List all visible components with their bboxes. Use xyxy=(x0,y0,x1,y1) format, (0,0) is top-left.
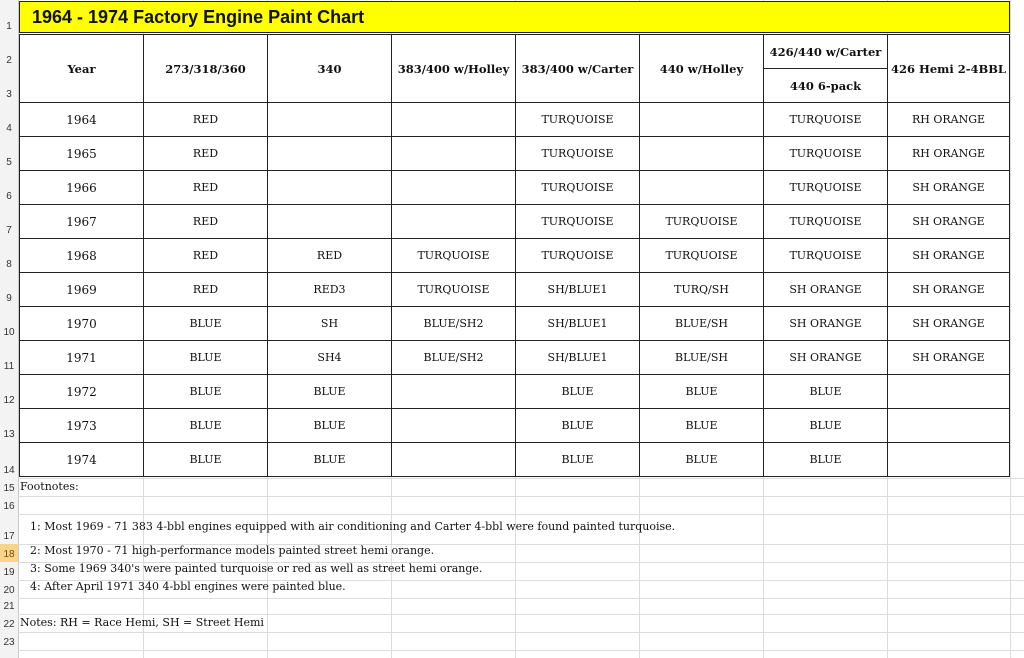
paint-cell-273-318-360[interactable]: RED xyxy=(144,205,268,239)
row-number[interactable]: 20 xyxy=(3,585,15,596)
paint-chart-table xyxy=(19,34,1010,477)
paint-cell-383-400-holley[interactable] xyxy=(392,205,516,239)
header-383-400-holley[interactable]: 383/400 w/Holley xyxy=(392,35,516,103)
paint-cell-426-440-carter[interactable]: SH ORANGE xyxy=(764,307,888,341)
row-number[interactable]: 22 xyxy=(3,619,15,630)
paint-cell-273-318-360[interactable]: RED xyxy=(144,103,268,137)
paint-cell-273-318-360[interactable]: RED xyxy=(144,137,268,171)
paint-cell-426-hemi[interactable] xyxy=(888,443,1010,477)
paint-cell-426-hemi[interactable]: SH ORANGE xyxy=(888,273,1010,307)
paint-cell-440-holley[interactable]: BLUE xyxy=(640,375,764,409)
paint-cell-383-400-holley[interactable] xyxy=(392,137,516,171)
paint-cell-273-318-360[interactable]: BLUE xyxy=(144,341,268,375)
year-cell[interactable]: 1974 xyxy=(20,443,144,477)
row-number[interactable]: 13 xyxy=(3,429,15,440)
row-number[interactable]: 2 xyxy=(6,55,12,66)
paint-cell-383-400-holley[interactable]: BLUE/SH2 xyxy=(392,307,516,341)
paint-cell-383-400-carter[interactable]: BLUE xyxy=(516,409,640,443)
paint-cell-440-holley[interactable]: TURQUOISE xyxy=(640,205,764,239)
row-number[interactable]: 5 xyxy=(6,157,12,168)
paint-cell-426-hemi[interactable]: SH ORANGE xyxy=(888,341,1010,375)
paint-cell-426-hemi[interactable]: RH ORANGE xyxy=(888,103,1010,137)
paint-cell-426-440-carter[interactable]: BLUE xyxy=(764,443,888,477)
paint-cell-383-400-carter[interactable]: TURQUOISE xyxy=(516,171,640,205)
year-cell[interactable]: 1965 xyxy=(20,137,144,171)
paint-cell-426-440-carter[interactable]: BLUE xyxy=(764,409,888,443)
paint-cell-340[interactable] xyxy=(268,137,392,171)
paint-cell-426-hemi[interactable] xyxy=(888,375,1010,409)
paint-cell-383-400-carter[interactable]: TURQUOISE xyxy=(516,137,640,171)
gridline xyxy=(18,598,1024,599)
paint-cell-383-400-holley[interactable] xyxy=(392,443,516,477)
paint-cell-426-440-carter[interactable]: SH ORANGE xyxy=(764,341,888,375)
gridline xyxy=(18,632,1024,633)
row-number[interactable]: 14 xyxy=(3,465,15,476)
paint-cell-340[interactable]: SH xyxy=(268,307,392,341)
paint-cell-426-440-carter[interactable]: TURQUOISE xyxy=(764,205,888,239)
paint-cell-426-hemi[interactable]: SH ORANGE xyxy=(888,239,1010,273)
footnotes-label[interactable]: Footnotes: xyxy=(20,480,79,493)
footnote-1[interactable]: 1: Most 1969 - 71 383 4-bbl engines equipped with air conditioning and Carter 4-bbl were found painted turquoise. xyxy=(30,520,676,533)
paint-cell-426-440-carter[interactable]: TURQUOISE xyxy=(764,239,888,273)
paint-cell-440-holley[interactable]: TURQUOISE xyxy=(640,239,764,273)
year-cell[interactable]: 1968 xyxy=(20,239,144,273)
paint-cell-383-400-holley[interactable]: TURQUOISE xyxy=(392,239,516,273)
row-number[interactable]: 7 xyxy=(6,225,12,236)
header-426-440-carter[interactable]: 426/440 w/Carter xyxy=(764,35,888,69)
paint-cell-426-hemi[interactable]: SH ORANGE xyxy=(888,205,1010,239)
row-number-gutter xyxy=(0,0,19,658)
paint-cell-383-400-carter[interactable]: TURQUOISE xyxy=(516,103,640,137)
footnote-2[interactable]: 2: Most 1970 - 71 high-performance models painted street hemi orange. xyxy=(30,544,435,557)
paint-cell-426-hemi[interactable]: RH ORANGE xyxy=(888,137,1010,171)
row-number[interactable]: 3 xyxy=(6,89,12,100)
gridline xyxy=(18,614,1024,615)
paint-cell-383-400-carter[interactable]: BLUE xyxy=(516,443,640,477)
paint-cell-440-holley[interactable]: BLUE xyxy=(640,409,764,443)
header-440-holley[interactable]: 440 w/Holley xyxy=(640,35,764,103)
paint-cell-273-318-360[interactable]: RED xyxy=(144,171,268,205)
paint-cell-426-440-carter[interactable]: TURQUOISE xyxy=(764,137,888,171)
paint-cell-426-440-carter[interactable]: TURQUOISE xyxy=(764,103,888,137)
paint-cell-426-440-carter[interactable]: SH ORANGE xyxy=(764,273,888,307)
year-cell[interactable]: 1969 xyxy=(20,273,144,307)
paint-cell-383-400-carter[interactable]: BLUE xyxy=(516,375,640,409)
gridline xyxy=(18,514,1024,515)
gridline xyxy=(1010,0,1011,658)
row-number[interactable]: 11 xyxy=(3,361,15,372)
gridline xyxy=(18,478,1024,479)
paint-cell-273-318-360[interactable]: BLUE xyxy=(144,443,268,477)
paint-cell-440-holley[interactable]: TURQ/SH xyxy=(640,273,764,307)
row-number[interactable]: 18 xyxy=(0,544,18,562)
paint-cell-383-400-holley[interactable] xyxy=(392,103,516,137)
row-number[interactable]: 15 xyxy=(3,483,15,494)
notes-legend[interactable]: Notes: RH = Race Hemi, SH = Street Hemi xyxy=(20,616,264,629)
header-year[interactable]: Year xyxy=(20,35,144,103)
row-number[interactable]: 10 xyxy=(3,327,15,338)
header-273-318-360[interactable]: 273/318/360 xyxy=(144,35,268,103)
year-cell[interactable]: 1972 xyxy=(20,375,144,409)
paint-cell-426-hemi[interactable] xyxy=(888,409,1010,443)
paint-cell-383-400-carter[interactable]: SH/BLUE1 xyxy=(516,273,640,307)
year-cell[interactable]: 1971 xyxy=(20,341,144,375)
paint-cell-383-400-holley[interactable]: TURQUOISE xyxy=(392,273,516,307)
paint-cell-340[interactable] xyxy=(268,103,392,137)
paint-cell-426-440-carter[interactable]: TURQUOISE xyxy=(764,171,888,205)
gridline xyxy=(18,496,1024,497)
row-number[interactable]: 9 xyxy=(6,293,12,304)
paint-cell-383-400-carter[interactable]: TURQUOISE xyxy=(516,205,640,239)
paint-cell-340[interactable]: RED xyxy=(268,239,392,273)
paint-cell-383-400-carter[interactable]: SH/BLUE1 xyxy=(516,341,640,375)
year-cell[interactable]: 1966 xyxy=(20,171,144,205)
table-row xyxy=(20,307,1010,341)
paint-cell-383-400-carter[interactable]: SH/BLUE1 xyxy=(516,307,640,341)
paint-cell-383-400-holley[interactable] xyxy=(392,409,516,443)
table-row xyxy=(20,443,1010,477)
row-number[interactable]: 16 xyxy=(3,501,15,512)
paint-cell-340[interactable]: BLUE xyxy=(268,409,392,443)
year-cell[interactable]: 1970 xyxy=(20,307,144,341)
row-number[interactable]: 17 xyxy=(3,531,15,542)
paint-cell-340[interactable]: RED3 xyxy=(268,273,392,307)
row-number[interactable]: 8 xyxy=(6,259,12,270)
paint-cell-440-holley[interactable] xyxy=(640,103,764,137)
row-number[interactable]: 6 xyxy=(6,191,12,202)
table-row xyxy=(20,137,1010,171)
table-row xyxy=(20,205,1010,239)
paint-cell-440-holley[interactable]: BLUE xyxy=(640,443,764,477)
paint-cell-383-400-holley[interactable]: BLUE/SH2 xyxy=(392,341,516,375)
gridline xyxy=(18,650,1024,651)
header-440-6-pack[interactable]: 440 6-pack xyxy=(764,69,888,103)
paint-cell-340[interactable]: BLUE xyxy=(268,375,392,409)
paint-cell-426-hemi[interactable]: SH ORANGE xyxy=(888,171,1010,205)
table-row xyxy=(20,341,1010,375)
chart-title[interactable]: 1964 - 1974 Factory Engine Paint Chart xyxy=(19,1,1010,33)
table-row xyxy=(20,103,1010,137)
table-row xyxy=(20,171,1010,205)
paint-cell-440-holley[interactable]: BLUE/SH xyxy=(640,307,764,341)
paint-cell-440-holley[interactable] xyxy=(640,137,764,171)
paint-cell-383-400-holley[interactable] xyxy=(392,375,516,409)
table-row xyxy=(20,409,1010,443)
footnote-3[interactable]: 3: Some 1969 340's were painted turquoise or red as well as street hemi orange. xyxy=(30,562,483,575)
year-cell[interactable]: 1967 xyxy=(20,205,144,239)
paint-cell-426-440-carter[interactable]: BLUE xyxy=(764,375,888,409)
paint-cell-340[interactable] xyxy=(268,205,392,239)
paint-cell-273-318-360[interactable]: RED xyxy=(144,239,268,273)
header-426-hemi[interactable]: 426 Hemi 2-4BBL xyxy=(888,35,1010,103)
paint-cell-340[interactable] xyxy=(268,171,392,205)
paint-cell-340[interactable]: BLUE xyxy=(268,443,392,477)
paint-cell-383-400-carter[interactable]: TURQUOISE xyxy=(516,239,640,273)
table-row xyxy=(20,239,1010,273)
row-number[interactable]: 1 xyxy=(6,21,12,32)
paint-cell-273-318-360[interactable]: BLUE xyxy=(144,375,268,409)
paint-cell-440-holley[interactable] xyxy=(640,171,764,205)
paint-cell-340[interactable]: SH4 xyxy=(268,341,392,375)
paint-cell-383-400-holley[interactable] xyxy=(392,171,516,205)
row-number[interactable]: 19 xyxy=(3,567,15,578)
paint-cell-426-hemi[interactable]: SH ORANGE xyxy=(888,307,1010,341)
year-cell[interactable]: 1964 xyxy=(20,103,144,137)
paint-cell-440-holley[interactable]: BLUE/SH xyxy=(640,341,764,375)
footnote-4[interactable]: 4: After April 1971 340 4-bbl engines were painted blue. xyxy=(30,580,346,593)
row-number[interactable]: 4 xyxy=(6,123,12,134)
year-cell[interactable]: 1973 xyxy=(20,409,144,443)
row-number[interactable]: 23 xyxy=(3,637,15,648)
row-number[interactable]: 12 xyxy=(3,395,15,406)
header-383-400-carter[interactable]: 383/400 w/Carter xyxy=(516,35,640,103)
table-row xyxy=(20,273,1010,307)
table-row xyxy=(20,375,1010,409)
paint-cell-273-318-360[interactable]: BLUE xyxy=(144,409,268,443)
paint-cell-273-318-360[interactable]: BLUE xyxy=(144,307,268,341)
paint-cell-273-318-360[interactable]: RED xyxy=(144,273,268,307)
row-number[interactable]: 21 xyxy=(3,601,15,612)
header-340[interactable]: 340 xyxy=(268,35,392,103)
